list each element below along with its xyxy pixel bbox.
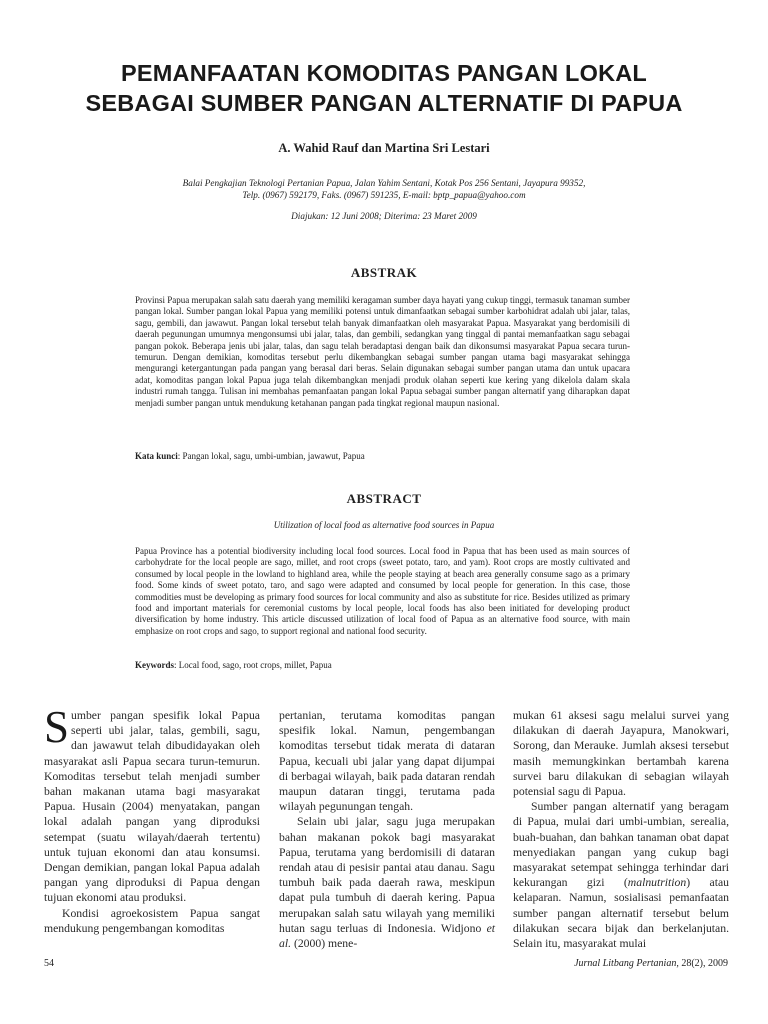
abstract-subtitle: Utilization of local food as alternative food sources in Papua	[273, 520, 495, 530]
paragraph-text: Sumber pangan alternatif yang beragam di Papua, mulai dari umbi-umbian, serealia, buah-buahan, dan bahkan tanaman obat dapat menyediakan pangan yang cukup bagi masyarakat setempat sehingga terhindar dari kekurangan gizi (	[513, 800, 729, 890]
body-paragraph	[44, 702, 260, 906]
abstrak-body: Provinsi Papua merupakan salah satu daerah yang memiliki keragaman sumber daya hayati yang cukup tinggi, termasuk tanaman sumber pangan lokal. Sumber pangan lokal Papua yang memiliki potensi untuk dimanfaatkan sebagai sumber karbohidrat adalah ubi jalar, talas, sagu, gembili, dan jawawut. Pangan lokal tersebut telah banyak dimanfaatkan oleh masyarakat Papua. Masyarakat yang berdomisili di daerah pegunungan umumnya mengonsumsi ubi jalar, talas, dan gembili, sedangkan yang tinggal di pantai memanfaatkan sagu sebagai pangan pokok. Beberapa jenis ubi jalar, talas, dan sagu telah beradaptasi dengan baik dan dikonsumsi masyarakat Papua secara turun-temurun. Dengan demikian, komoditas tersebut perlu dikembangkan sebagai sumber pangan utama bagi masyarakat sehingga mengurangi ketergantungan pada pangan yang berasal dari beras. Selain digunakan sebagai sumber pangan utama dan untuk upacara adat, komoditas pangan lokal Papua juga telah dikembangkan menjadi produk olahan seperti kue kering yang dikelola dalam skala industri rumah tangga. Tulisan ini membahas pemanfaatan pangan lokal Papua sebagai sumber pangan alternatif yang diharapkan dapat menjadi sumber pangan untuk mendukung ketahanan pangan pada tingkat regional maupun nasional.	[135, 295, 630, 408]
abstract-heading: ABSTRACT	[346, 491, 422, 506]
abstract-keywords	[135, 660, 630, 671]
submission-dates: Diajukan: 12 Juni 2008; Diterima: 23 Maret 2009	[291, 211, 477, 221]
body-paragraph	[279, 814, 495, 951]
body-paragraph: Kondisi agroekosistem Papua sangat mendukung pengembangan komoditas	[44, 906, 260, 935]
abstrak-heading: ABSTRAK	[350, 265, 418, 280]
body-paragraph	[513, 799, 729, 951]
body-column-1	[44, 702, 260, 936]
paragraph-text: Selain ubi jalar, sagu juga merupakan bahan makanan pokok bagi masyarakat Papua, terutama yang berdomisili di dataran rendah atau di pesisir pantai atau danau. Sagu tumbuh baik pada daerah rawa, meskipun dapat pula tumbuh di daerah kering. Papua merupakan salah satu wilayah yang memiliki hutan sagu terluas di Indonesia. Widjono	[279, 815, 495, 935]
paragraph-text: umber pangan spesifik lokal Papua seperti ubi jalar, talas, gembili, sagu, dan jawawut telah dibudidayakan oleh masyarakat asli Papua secara turun-temurun. Komoditas tersebut telah menjadi sumber bahan makanan utama bagi masyarakat Papua. Husain (2004) menyatakan, pangan lokal adalah pangan yang diproduksi setempat (suatu wilayah/daerah tertentu) untuk tujuan ekonomi dan atau konsumsi. Dengan demikian, pangan lokal Papua adalah pangan yang diproduksi di Papua dengan tujuan ekonomi atau produksi.	[44, 709, 260, 905]
abstract-keywords-label: Keywords	[135, 660, 174, 670]
journal-name: Jurnal Litbang Pertanian,	[574, 958, 679, 969]
journal-reference	[574, 958, 728, 969]
journal-issue: 28(2), 2009	[681, 958, 728, 969]
drop-cap: S	[44, 702, 70, 752]
page-number: 54	[44, 958, 54, 969]
affiliation-line-1: Balai Pengkajian Teknologi Pertanian Papua, Jalan Yahim Sentani, Kotak Pos 256 Sentani, Jayapura 99352,	[182, 178, 586, 188]
affiliation	[60, 177, 708, 201]
title-line-2: SEBAGAI SUMBER PANGAN ALTERNATIF DI PAPUA	[85, 90, 683, 116]
body-column-3	[513, 708, 729, 951]
body-paragraph: pertanian, terutama komoditas pangan spesifik lokal. Namun, pengembangan komoditas tersebut tidak merata di dataran Papua, kecuali ubi jalar yang dapat dijumpai di berbagai wilayah, baik pada dataran rendah maupun dataran tinggi, terutama pada wilayah pegunungan tengah.	[279, 709, 495, 814]
malnutrition-term: malnutrition	[627, 876, 687, 890]
paragraph-text: ) atau kelaparan. Namun, sosialisasi pemanfaatan sumber pangan alternatif tersebut belum dilakukan secara bijak dan berkelanjutan. Selain itu, masyarakat mulai	[513, 876, 730, 951]
abstrak-keywords-text: : Pangan lokal, sagu, umbi-umbian, jawawut, Papua	[177, 451, 365, 461]
body-paragraph: mukan 61 aksesi sagu melalui survei yang dilakukan di daerah Jayapura, Manokwari, Sorong, dan Merauke. Jumlah aksesi tersebut masih memungkinkan bertambah karena survei baru dilakukan di sebagian wilayah potensial sagu di Papua.	[513, 709, 729, 799]
abstrak-keywords-label: Kata kunci	[135, 451, 178, 461]
paper-title	[40, 58, 728, 118]
abstract-body: Papua Province has a potential biodiversity including local food sources. Local food in Papua that has been used as main sources of carbohydrate for the local people are sago, millet, and root crops (sweet potato, taro, and yam). Root crops are mostly cultivated and consumed by local people in the lowland to highland area, while the people staying at beach area generally consume sago as a primary food. Some kinds of sweet potato, taro, and sago were adapted and consumed by local people for generation. In this case, those commodities must be developing as primary food sources for local community and also as substitute for rice. Besides utilized as primary food and important materials for ceremonial customs by local people, local foods has also been initiated for developing product diversification by home industry. This article discussed utilization of local food of Papua as an alternative food source, with main emphasize on root crops and sago, to support regional and national food security.	[135, 546, 630, 636]
abstrak-keywords	[135, 451, 630, 462]
authors: A. Wahid Rauf dan Martina Sri Lestari	[278, 141, 490, 155]
body-column-2	[279, 708, 495, 951]
et-al: et al.	[279, 921, 496, 951]
abstract-keywords-text: : Local food, sago, root crops, millet, Papua	[174, 660, 332, 670]
paragraph-text: (2000) mene-	[293, 937, 358, 951]
title-line-1: PEMANFAATAN KOMODITAS PANGAN LOKAL	[121, 60, 647, 86]
affiliation-line-2: Telp. (0967) 592179, Faks. (0967) 591235, E-mail: bptp_papua@yahoo.com	[242, 190, 526, 200]
